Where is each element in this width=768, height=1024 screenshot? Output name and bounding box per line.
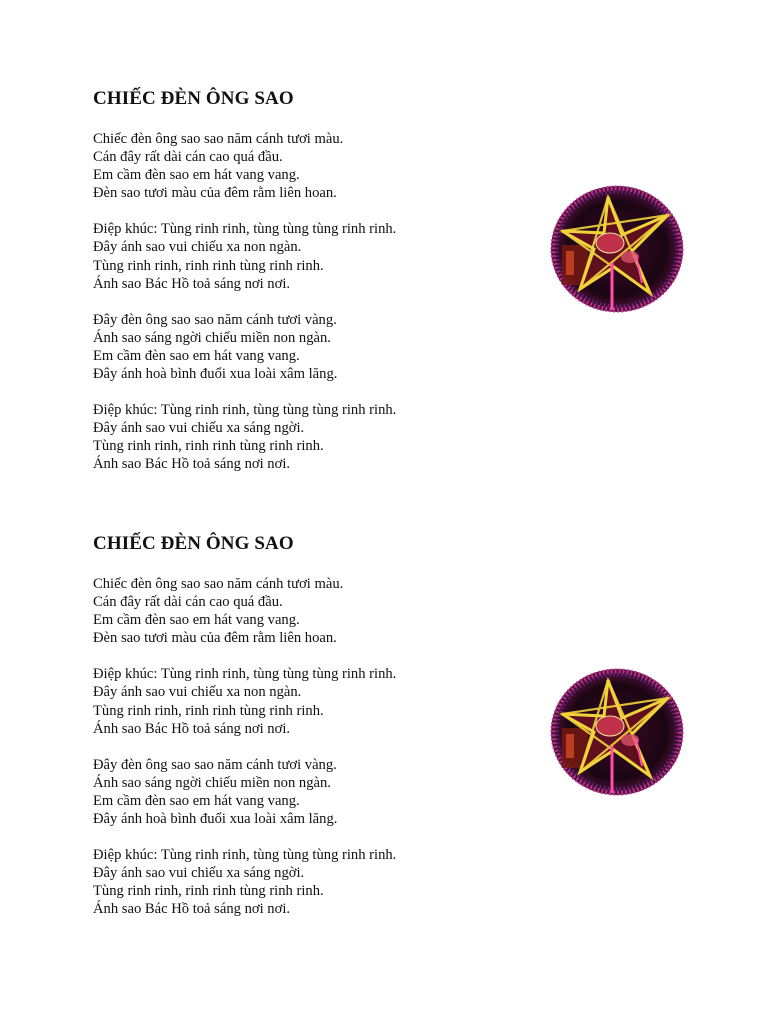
star-lantern-icon	[550, 185, 684, 313]
lyric-line: Ánh sao Bác Hồ toả sáng nơi nơi.	[93, 456, 291, 473]
lyric-line: Ánh sao Bác Hồ toả sáng nơi nơi.	[93, 901, 291, 918]
lyric-line: Ánh sao sáng ngời chiếu miền non ngàn.	[93, 774, 331, 791]
verse	[93, 756, 533, 828]
lyric-line: Điệp khúc: Tùng rinh rinh, tùng tùng tùng rinh rinh.	[93, 666, 397, 683]
lyric-line: Điệp khúc: Tùng rinh rinh, tùng tùng tùng rinh rinh.	[93, 847, 397, 864]
lyric-line: Tùng rinh rinh, rinh rinh tùng rinh rinh.	[93, 702, 324, 719]
lyric-line: Chiếc đèn ông sao sao năm cánh tươi màu.	[93, 131, 344, 147]
lyric-line: Em cầm đèn sao em hát vang vang.	[93, 167, 300, 184]
star-lantern-icon	[550, 668, 684, 796]
lyric-line: Đây đèn ông sao sao năm cánh tươi vàng.	[93, 756, 337, 773]
lyric-line: Đây ánh sao vui chiếu xa non ngàn.	[93, 684, 302, 701]
chorus	[93, 846, 533, 918]
lyric-line: Đây ánh hoà bình đuổi xua loài xâm lăng.	[93, 366, 338, 383]
lyric-line: Đèn sao tươi màu của đêm rằm liên hoan.	[93, 185, 337, 202]
chorus	[93, 665, 533, 737]
chorus	[93, 220, 533, 292]
lyric-line: Ánh sao sáng ngời chiếu miền non ngàn.	[93, 329, 331, 346]
lyric-line: Đây đèn ông sao sao năm cánh tươi vàng.	[93, 311, 337, 328]
song-section	[93, 88, 533, 492]
lyric-line: Đây ánh hoà bình đuổi xua loài xâm lăng.	[93, 811, 338, 828]
star-lantern-image	[550, 185, 684, 313]
lyric-line: Ánh sao Bác Hồ toả sáng nơi nơi.	[93, 720, 291, 737]
lyric-line: Đây ánh sao vui chiếu xa sáng ngời.	[93, 420, 305, 437]
star-lantern-image	[550, 668, 684, 796]
lyric-line: Tùng rinh rinh, rinh rinh tùng rinh rinh.	[93, 257, 324, 274]
lyric-line: Tùng rinh rinh, rinh rinh tùng rinh rinh.	[93, 883, 324, 900]
lyric-line: Tùng rinh rinh, rinh rinh tùng rinh rinh.	[93, 438, 324, 455]
song-title: CHIẾC ĐÈN ÔNG SAO	[93, 533, 294, 554]
verse	[93, 311, 533, 383]
lyric-line: Đèn sao tươi màu của đêm rằm liên hoan.	[93, 630, 337, 647]
song-title: CHIẾC ĐÈN ÔNG SAO	[93, 88, 294, 109]
lyric-line: Cán đây rất dài cán cao quá đầu.	[93, 594, 283, 611]
verse	[93, 130, 533, 202]
song-section	[93, 533, 533, 937]
lyric-line: Đây ánh sao vui chiếu xa sáng ngời.	[93, 865, 305, 882]
lyric-line: Em cầm đèn sao em hát vang vang.	[93, 347, 300, 364]
verse	[93, 575, 533, 647]
chorus	[93, 401, 533, 473]
lyric-line: Em cầm đèn sao em hát vang vang.	[93, 792, 300, 809]
lyric-line: Ánh sao Bác Hồ toả sáng nơi nơi.	[93, 275, 291, 292]
lyric-line: Điệp khúc: Tùng rinh rinh, tùng tùng tùng rinh rinh.	[93, 402, 397, 419]
lyric-line: Chiếc đèn ông sao sao năm cánh tươi màu.	[93, 576, 344, 592]
lyric-line: Điệp khúc: Tùng rinh rinh, tùng tùng tùng rinh rinh.	[93, 221, 397, 238]
lyric-line: Em cầm đèn sao em hát vang vang.	[93, 612, 300, 629]
lyric-line: Đây ánh sao vui chiếu xa non ngàn.	[93, 239, 302, 256]
lyric-line: Cán đây rất dài cán cao quá đầu.	[93, 149, 283, 166]
